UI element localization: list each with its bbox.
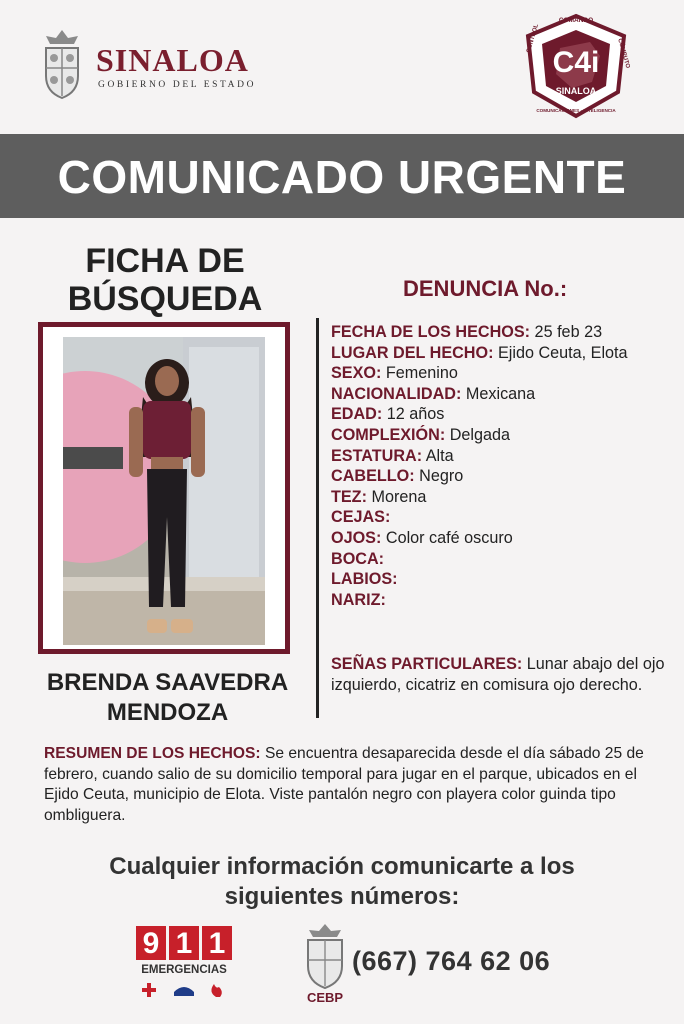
detail-value: Mexicana xyxy=(461,384,536,403)
emergency-digit: 1 xyxy=(169,926,199,960)
detail-item xyxy=(331,466,671,487)
sinaloa-government-logo xyxy=(40,28,280,104)
contact-title-line1: Cualquier información comunicarte a los xyxy=(109,853,575,880)
urgent-banner: COMUNICADO URGENTE xyxy=(0,134,684,218)
c4i-mark: C4i xyxy=(552,46,600,79)
cebp-logo xyxy=(296,922,354,1006)
c4i-right-text: CÓMPUTO xyxy=(616,38,631,70)
ficha-title-line2: BÚSQUEDA xyxy=(67,280,263,318)
contact-title-line2: siguientes números: xyxy=(224,883,460,910)
state-name: SINALOA xyxy=(96,42,249,78)
c4i-left-text: CONTROL xyxy=(526,23,540,54)
emergency-digit: 9 xyxy=(136,926,166,960)
c4i-bottom-text: COMUNICACIONES · INTELIGENCIA xyxy=(536,108,616,113)
sinaloa-shield-icon xyxy=(40,28,84,100)
resumen-hechos xyxy=(44,744,654,826)
denuncia-label: DENUNCIA No.: xyxy=(403,276,568,301)
detail-label: COMPLEXIÓN: xyxy=(331,425,446,444)
detail-value: Morena xyxy=(366,487,427,506)
contact-phone-number[interactable]: (667) 764 62 06 xyxy=(352,946,551,976)
detail-label: NARIZ: xyxy=(331,590,386,609)
detail-label: CEJAS: xyxy=(331,508,391,527)
detail-item xyxy=(331,528,671,549)
detail-item xyxy=(331,363,671,384)
detail-item xyxy=(331,343,671,364)
senas-value: Lunar abajo del ojo izquierdo, cicatriz en comisura ojo derecho. xyxy=(331,655,665,694)
detail-item xyxy=(331,569,671,590)
detail-label: LABIOS: xyxy=(331,570,398,589)
detail-label: OJOS: xyxy=(331,528,382,547)
detail-item xyxy=(331,384,671,405)
detail-label: BOCA: xyxy=(331,549,385,568)
detail-label: NACIONALIDAD: xyxy=(331,384,462,403)
detail-item xyxy=(331,590,671,611)
detail-item xyxy=(331,549,671,570)
detail-list xyxy=(331,322,671,610)
detail-value: 25 feb 23 xyxy=(530,323,603,341)
detail-item xyxy=(331,425,671,446)
emergency-icons xyxy=(136,980,232,1000)
c4i-state-text: SINALOA xyxy=(555,86,597,96)
detail-value: Femenino xyxy=(381,364,458,383)
emergency-digit: 1 xyxy=(202,926,232,960)
detail-value: Negro xyxy=(414,467,464,486)
detail-label: SEXO: xyxy=(331,364,382,383)
detail-label: EDAD: xyxy=(331,405,383,424)
detail-label: FECHA DE LOS HECHOS: xyxy=(331,323,531,341)
detail-label: TEZ: xyxy=(331,487,367,506)
detail-value: Color café oscuro xyxy=(381,528,513,547)
contact-title xyxy=(0,852,684,912)
missing-person-name xyxy=(0,668,335,728)
detail-label: LUGAR DEL HECHO: xyxy=(331,343,494,362)
state-subtitle: GOBIERNO DEL ESTADO xyxy=(98,80,257,90)
name-line2: MENDOZA xyxy=(106,699,229,726)
detail-label: ESTATURA: xyxy=(331,446,423,465)
police-cap-icon xyxy=(174,987,194,996)
fire-icon xyxy=(211,984,221,997)
detail-label: CABELLO: xyxy=(331,467,415,486)
name-line1: BRENDA SAAVEDRA xyxy=(46,669,289,696)
c4i-logo xyxy=(520,12,632,122)
detail-item xyxy=(331,322,671,343)
cebp-shield-icon xyxy=(296,922,354,992)
senas-label: SEÑAS PARTICULARES: xyxy=(331,655,523,673)
detail-value: 12 años xyxy=(382,405,445,424)
resumen-label: RESUMEN DE LOS HECHOS: xyxy=(44,745,261,762)
resumen-value: Se encuentra desaparecida desde el día sábado 25 de febrero, cuando salio de su domicilio temporal para jugar en el parque, ubicados en el Ejido Ceuta, municipio de Elota. Viste pantalón negro con playera color guinda tipo ombliguera. xyxy=(44,745,644,824)
emergency-label: EMERGENCIAS xyxy=(141,964,227,976)
emergency-911-logo xyxy=(136,926,232,1000)
red-cross-icon xyxy=(142,983,156,997)
detail-item xyxy=(331,404,671,425)
cebp-label: CEBP xyxy=(306,990,344,1005)
detail-value: Ejido Ceuta, Elota xyxy=(493,343,628,362)
ficha-title-line1: FICHA DE xyxy=(85,242,245,280)
missing-person-photo xyxy=(63,337,265,645)
ficha-title xyxy=(40,242,290,318)
detail-value: Alta xyxy=(422,446,454,465)
detail-value: Delgada xyxy=(445,425,511,444)
detail-item xyxy=(331,446,671,467)
detail-panel xyxy=(316,318,673,718)
detail-item xyxy=(331,487,671,508)
senas-particulares xyxy=(331,654,671,695)
photo-frame xyxy=(38,322,290,654)
c4i-top-text: COMANDO xyxy=(558,17,594,24)
photo-illustration xyxy=(63,337,265,645)
detail-item xyxy=(331,507,671,528)
